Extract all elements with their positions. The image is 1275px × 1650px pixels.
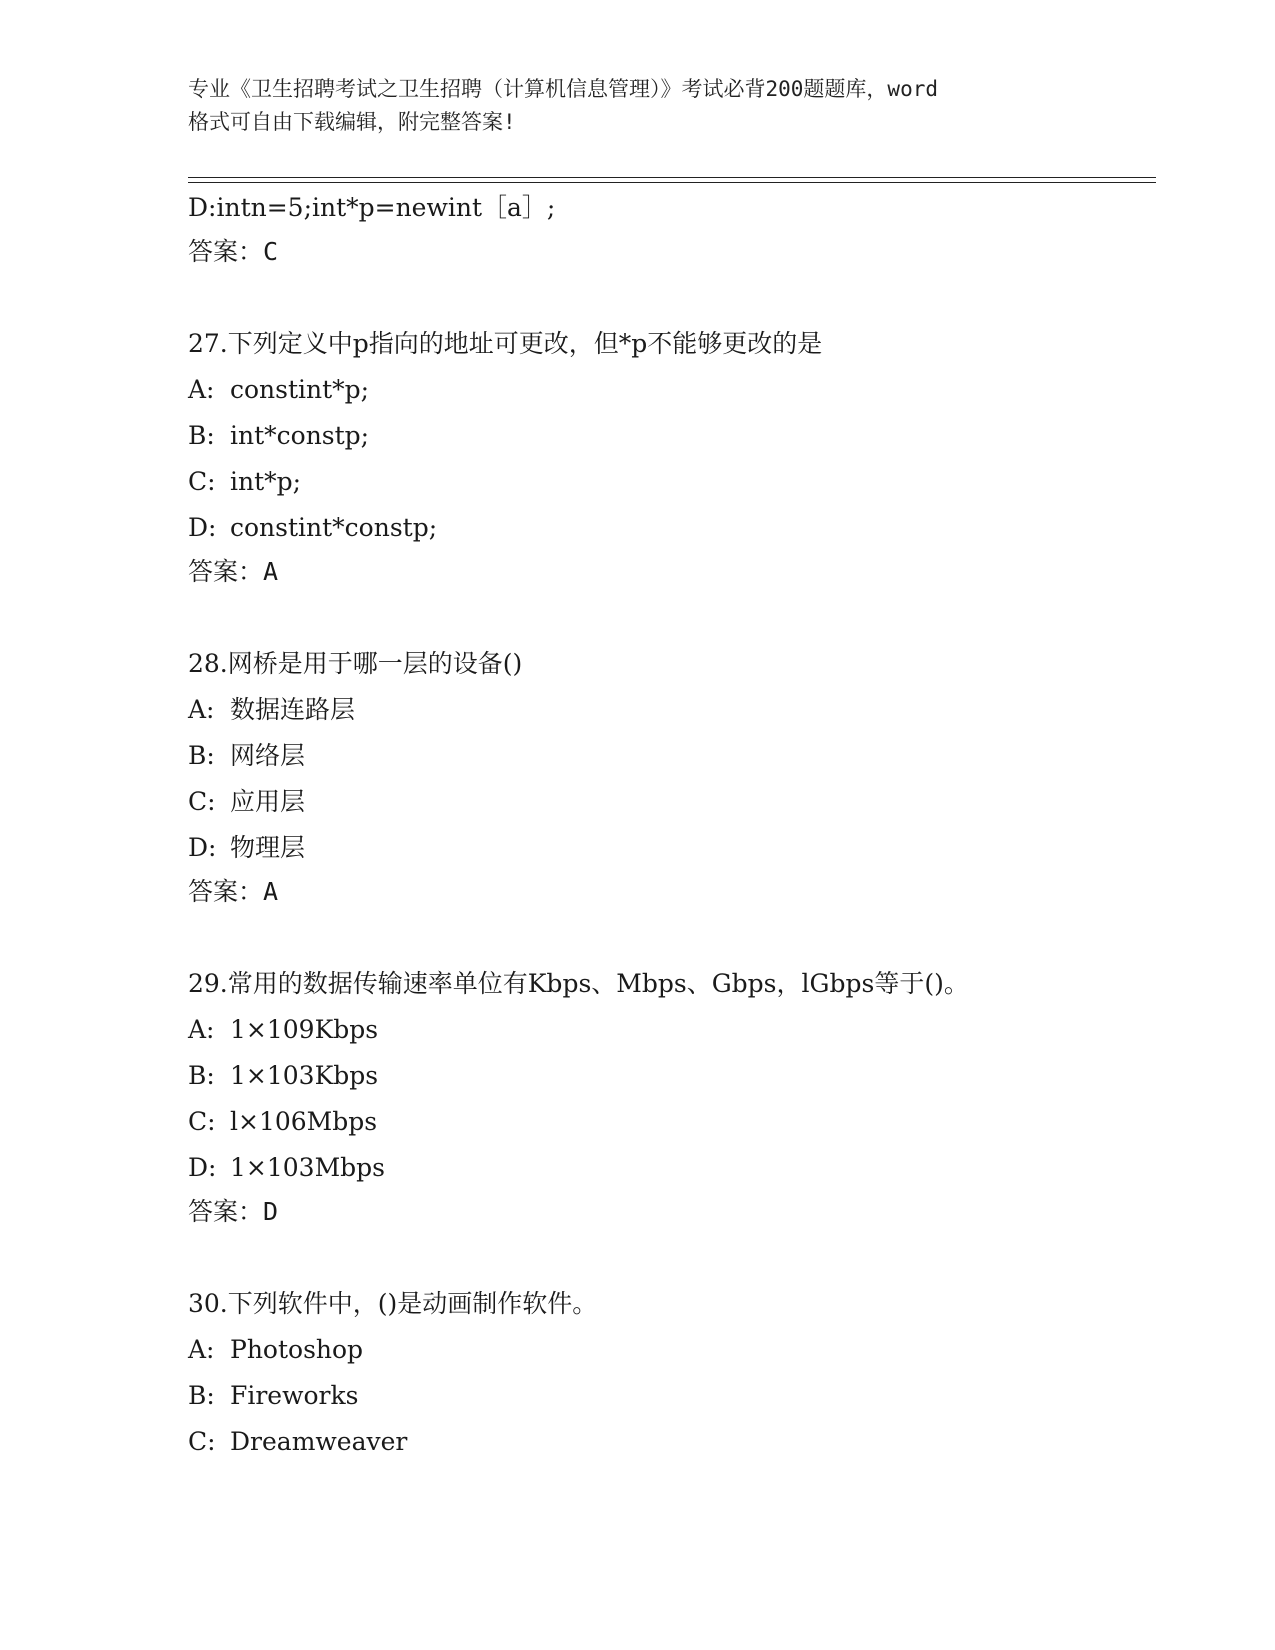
option-prefix: D: — [188, 193, 217, 222]
option-prefix: A: — [188, 695, 215, 724]
option-text: 数据连路层 — [230, 695, 356, 724]
document-header — [188, 73, 1088, 139]
header-line-2: 格式可自由下载编辑，附完整答案! — [188, 110, 516, 134]
option-text: int*p; — [230, 467, 302, 496]
option-text: int*constp; — [230, 421, 370, 450]
option-row — [188, 787, 1156, 817]
option-text: 1×103Mbps — [230, 1153, 386, 1182]
option-row — [188, 375, 1156, 405]
option-prefix: B: — [188, 741, 215, 770]
header-divider-top — [188, 177, 1156, 178]
option-text: 网络层 — [230, 741, 306, 770]
option-prefix: B: — [188, 421, 215, 450]
option-text: constint*p; — [230, 375, 370, 404]
answer-line: 答案：C — [188, 237, 279, 266]
question-stem: 29.常用的数据传输速率单位有Kbps、Mbps、Gbps，lGbps等于()。 — [188, 969, 969, 998]
option-text: 1×109Kbps — [230, 1015, 379, 1044]
option-text: Dreamweaver — [230, 1427, 408, 1456]
option-text: 应用层 — [230, 787, 306, 816]
option-prefix: A: — [188, 375, 215, 404]
option-prefix: B: — [188, 1381, 215, 1410]
option-row — [188, 193, 1156, 223]
option-prefix: A: — [188, 1335, 215, 1364]
option-row — [188, 1427, 1156, 1457]
option-row — [188, 1061, 1156, 1091]
option-row — [188, 695, 1156, 725]
option-text: 1×103Kbps — [230, 1061, 379, 1090]
option-prefix: C: — [188, 1427, 216, 1456]
option-prefix: D: — [188, 833, 217, 862]
option-prefix: C: — [188, 1107, 216, 1136]
question-stem: 28.网桥是用于哪一层的设备() — [188, 649, 523, 678]
option-row — [188, 1153, 1156, 1183]
option-row — [188, 741, 1156, 771]
option-row — [188, 513, 1156, 543]
option-text: l×106Mbps — [230, 1107, 378, 1136]
answer-line: 答案：A — [188, 877, 279, 906]
question-stem: 30.下列软件中，()是动画制作软件。 — [188, 1289, 598, 1318]
option-row — [188, 833, 1156, 863]
option-text: Photoshop — [230, 1335, 364, 1364]
option-row — [188, 467, 1156, 497]
option-text: 物理层 — [230, 833, 306, 862]
question-stem: 27.下列定义中p指向的地址可更改，但*p不能够更改的是 — [188, 329, 823, 358]
option-prefix: B: — [188, 1061, 215, 1090]
option-text: Fireworks — [230, 1381, 359, 1410]
option-row — [188, 421, 1156, 451]
option-prefix: D: — [188, 513, 217, 542]
header-line-1: 专业《卫生招聘考试之卫生招聘（计算机信息管理）》考试必背200题题库，word — [188, 77, 938, 101]
header-divider-bottom — [188, 182, 1156, 183]
option-row — [188, 1381, 1156, 1411]
option-text: constint*constp; — [230, 513, 438, 542]
option-prefix: A: — [188, 1015, 215, 1044]
option-row — [188, 1015, 1156, 1045]
option-row — [188, 1335, 1156, 1365]
answer-line: 答案：A — [188, 557, 279, 586]
option-text: intn=5;int*p=newint［a］; — [216, 193, 556, 222]
option-prefix: D: — [188, 1153, 217, 1182]
option-prefix: C: — [188, 787, 216, 816]
option-row — [188, 1107, 1156, 1137]
question-list — [188, 193, 1156, 1457]
answer-line: 答案：D — [188, 1197, 279, 1226]
option-prefix: C: — [188, 467, 216, 496]
